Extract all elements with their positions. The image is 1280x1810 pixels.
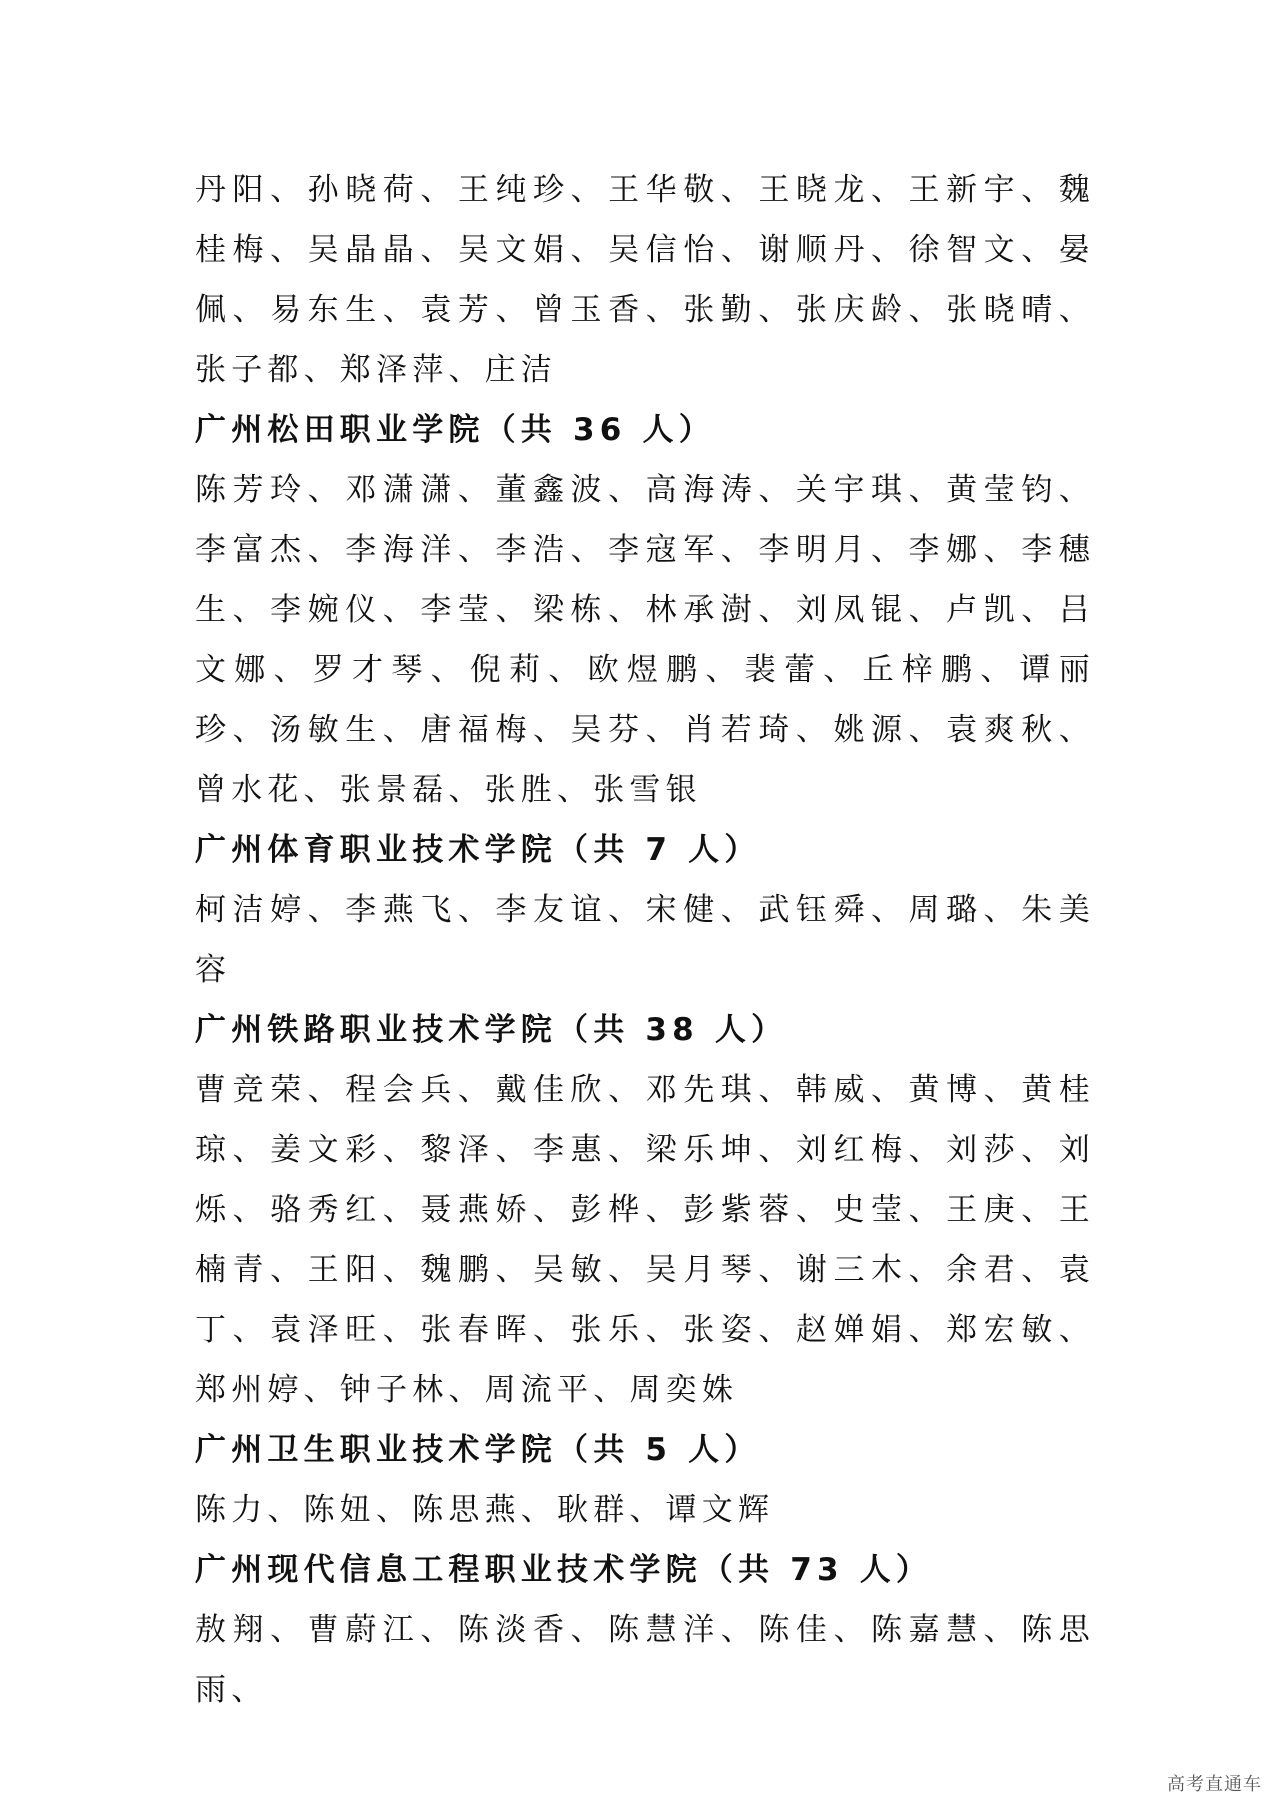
document-content [195, 160, 1095, 1720]
school-heading-railway: 广州铁路职业技术学院（共 38 人） [195, 1012, 788, 1048]
name-list-modern-info: 敖翔、曹蔚江、陈淡香、陈慧洋、陈佳、陈嘉慧、陈思雨、 [195, 1612, 1095, 1708]
name-list-railway: 曹竞荣、程会兵、戴佳欣、邓先琪、韩威、黄博、黄桂琼、姜文彩、黎泽、李惠、梁乐坤、刘红梅、刘莎、刘烁、骆秀红、聂燕娇、彭桦、彭紫蓉、史莹、王庚、王楠青、王阳、魏鹏、吴敏、吴月琴、谢三木、余君、袁丁、袁泽旺、张春晖、张乐、张姿、赵婵娟、郑宏敏、郑州婷、钟子林、周流平、周奕姝 [195, 1072, 1095, 1408]
name-list-continued: 丹阳、孙晓荷、王纯珍、王华敬、王晓龙、王新宇、魏桂梅、吴晶晶、吴文娟、吴信怡、谢顺丹、徐智文、晏佩、易东生、袁芳、曾玉香、张勤、张庆龄、张晓晴、张子都、郑泽萍、庄洁 [195, 172, 1095, 388]
watermark-text: 高考直通车 [1167, 1774, 1262, 1795]
school-heading-health: 广州卫生职业技术学院（共 5 人） [195, 1432, 761, 1468]
name-list-sports: 柯洁婷、李燕飞、李友谊、宋健、武钰舜、周璐、朱美容 [195, 892, 1095, 988]
name-list-songtian: 陈芳玲、邓潇潇、董鑫波、高海涛、关宇琪、黄莹钧、李富杰、李海洋、李浩、李寇军、李明月、李娜、李穗生、李婉仪、李莹、梁栋、林承澍、刘凤锟、卢凯、吕文娜、罗才琴、倪莉、欧煜鹏、裴蕾、丘梓鹏、谭丽珍、汤敏生、唐福梅、吴芬、肖若琦、姚源、袁爽秋、曾水花、张景磊、张胜、张雪银 [195, 472, 1095, 808]
school-heading-songtian: 广州松田职业学院（共 36 人） [195, 412, 715, 448]
name-list-health: 陈力、陈妞、陈思燕、耿群、谭文辉 [195, 1492, 775, 1528]
school-heading-sports: 广州体育职业技术学院（共 7 人） [195, 832, 761, 868]
school-heading-modern-info: 广州现代信息工程职业技术学院（共 73 人） [195, 1552, 933, 1588]
